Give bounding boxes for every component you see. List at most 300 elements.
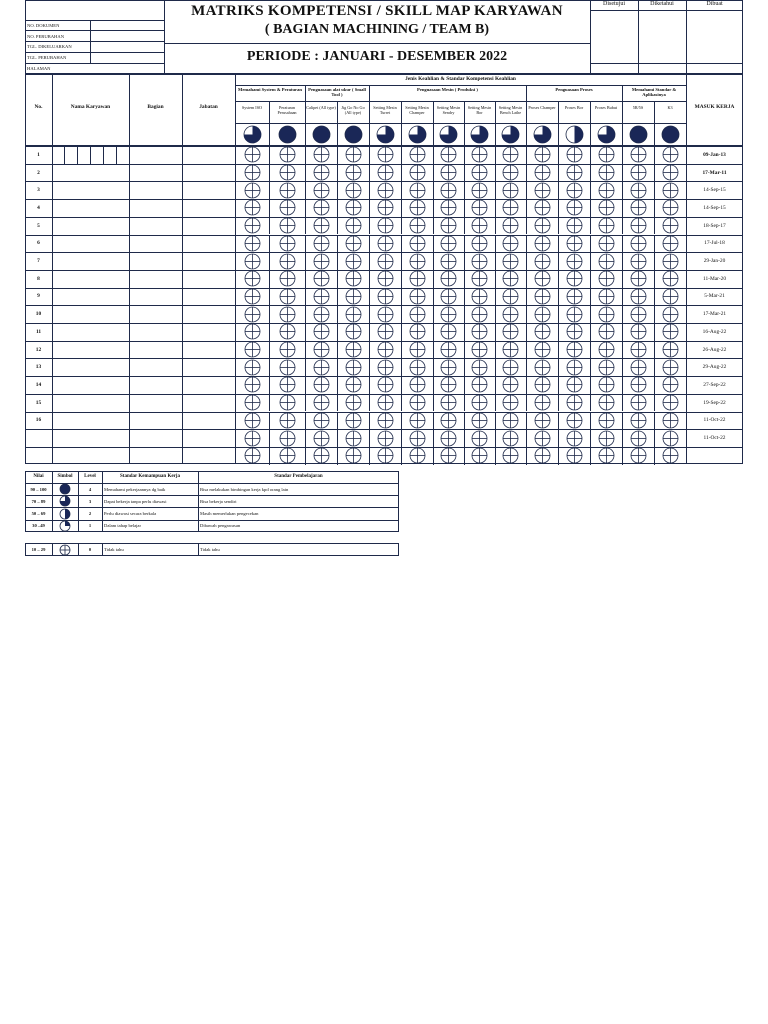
skill-cell-symbol — [566, 306, 583, 323]
skill-cell-symbol — [662, 235, 679, 252]
skill-cell-symbol — [471, 253, 488, 270]
skill-cell-symbol — [471, 306, 488, 323]
skill-cell-symbol — [440, 359, 457, 376]
skill-cell-symbol — [662, 199, 679, 216]
row-masuk-kerja: 29-Aug-22 — [702, 364, 727, 371]
skill-cell-symbol — [377, 217, 394, 234]
row-masuk-kerja: 14-Sep-15 — [703, 187, 726, 194]
skill-cell-symbol — [279, 341, 296, 358]
skill-label-3: Jig Go No Go (All type) — [341, 105, 365, 115]
legend-row-4-level: 4 — [88, 486, 92, 492]
skill-cell-symbol — [566, 394, 583, 411]
skill-level-symbol-3 — [344, 125, 363, 144]
legend-header-3: Standar Kemampuan Kerja — [120, 474, 180, 479]
skill-level-symbol-0 — [243, 125, 262, 144]
legend-symbol-level-2 — [59, 508, 71, 520]
skill-cell-symbol — [440, 146, 457, 163]
approval-label-diketahui: Diketahui — [650, 1, 674, 7]
skill-cell-symbol — [534, 288, 551, 305]
row-masuk-kerja: 11-Oct-22 — [703, 435, 726, 442]
skill-cell-symbol — [471, 376, 488, 393]
skill-cell-symbol — [630, 164, 647, 181]
legend-header-2: Level — [84, 474, 96, 479]
group-header-0: Memahami System & Peraturan — [238, 87, 302, 92]
skill-level-symbol-12 — [629, 125, 648, 144]
skill-cell-symbol — [409, 270, 426, 287]
skill-cell-symbol — [471, 341, 488, 358]
row-no: 1 — [37, 151, 40, 158]
skill-cell-symbol — [279, 164, 296, 181]
skill-cell-symbol — [279, 412, 296, 429]
skill-cell-symbol — [502, 430, 519, 447]
skill-cell-symbol — [279, 235, 296, 252]
skill-cell-symbol — [440, 199, 457, 216]
skill-cell-symbol — [440, 376, 457, 393]
row-masuk-kerja: 17-Jul-18 — [704, 240, 725, 247]
skill-cell-symbol — [566, 146, 583, 163]
skill-cell-symbol — [313, 376, 330, 393]
skill-cell-symbol — [440, 412, 457, 429]
row-masuk-kerja: 16-Aug-22 — [702, 328, 727, 335]
legend-row-4-pembelajaran: Bisa melakukan bimbingan kerja kpd orang lain — [200, 486, 289, 492]
skill-cell-symbol — [279, 376, 296, 393]
skill-cell-symbol — [440, 288, 457, 305]
skill-cell-symbol — [566, 253, 583, 270]
skill-label-11: Proses Bubut — [594, 105, 618, 110]
skill-cell-symbol — [630, 359, 647, 376]
skill-cell-symbol — [377, 394, 394, 411]
skill-cell-symbol — [313, 235, 330, 252]
skill-level-symbol-2 — [312, 125, 331, 144]
skill-cell-symbol — [244, 306, 261, 323]
skill-cell-symbol — [279, 146, 296, 163]
legend-symbol-level-0 — [59, 544, 71, 556]
legend-header-4: Standar Pembelajaran — [274, 474, 323, 479]
skill-cell-symbol — [440, 270, 457, 287]
skill-cell-symbol — [244, 430, 261, 447]
skill-cell-symbol — [377, 146, 394, 163]
skill-cell-symbol — [471, 323, 488, 340]
skill-label-6: Setting Mesin Sendry — [436, 105, 461, 115]
skill-cell-symbol — [502, 199, 519, 216]
document-subtitle: ( BAGIAN MACHINING / TEAM B) — [264, 22, 490, 37]
meta-halaman: HALAMAN — [27, 66, 51, 71]
skill-cell-symbol — [534, 359, 551, 376]
header-group-keahlian: Jenis Keahlian & Standar Kompetensi Keahlian — [405, 76, 516, 82]
legend-row-1-kemampuan: Dalam tahap belajar — [104, 523, 141, 529]
skill-cell-symbol — [598, 447, 615, 464]
row-no: 7 — [37, 258, 40, 265]
legend-row-1-level: 1 — [88, 523, 92, 529]
skill-cell-symbol — [409, 359, 426, 376]
skill-cell-symbol — [409, 288, 426, 305]
skill-cell-symbol — [566, 164, 583, 181]
skill-cell-symbol — [534, 306, 551, 323]
skill-cell-symbol — [313, 182, 330, 199]
group-header-1: Penguasaan alat ukur ( Small Tool ) — [308, 87, 366, 98]
col-header-nama: Nama Karyawan — [70, 104, 111, 110]
skill-cell-symbol — [471, 412, 488, 429]
skill-cell-symbol — [345, 146, 362, 163]
row-no: 15 — [35, 399, 42, 406]
row-no: 6 — [37, 240, 40, 247]
skill-level-symbol-8 — [501, 125, 520, 144]
skill-cell-symbol — [598, 394, 615, 411]
legend-symbol-level-1 — [59, 520, 71, 532]
skill-label-5: Setting Mesin Champer — [405, 105, 429, 115]
skill-cell-symbol — [630, 253, 647, 270]
skill-cell-symbol — [244, 182, 261, 199]
skill-cell-symbol — [313, 288, 330, 305]
group-header-4: Memahami Standar & Aplikasinya — [631, 87, 677, 98]
col-header-bagian: Bagian — [147, 104, 164, 110]
skill-cell-symbol — [409, 341, 426, 358]
row-masuk-kerja: 26-Aug-22 — [702, 346, 727, 353]
skill-cell-symbol — [598, 359, 615, 376]
col-header-masuk-kerja: MASUK KERJA — [694, 104, 735, 110]
legend-row-0-level: 0 — [88, 546, 92, 552]
row-no: 4 — [37, 204, 40, 211]
skill-cell-symbol — [313, 164, 330, 181]
skill-cell-symbol — [630, 199, 647, 216]
skill-cell-symbol — [279, 430, 296, 447]
skill-cell-symbol — [534, 164, 551, 181]
skill-cell-symbol — [598, 217, 615, 234]
skill-cell-symbol — [534, 341, 551, 358]
skill-cell-symbol — [566, 447, 583, 464]
meta-no-perubahan: NO. PERUBAHAN — [27, 34, 65, 39]
skill-cell-symbol — [662, 376, 679, 393]
legend-row-2-kemampuan: Perlu diawasi secara berkala — [104, 510, 157, 516]
legend-row-4-kemampuan: Memahami pekerjaannya dg baik — [104, 486, 166, 492]
skill-cell-symbol — [566, 430, 583, 447]
skill-cell-symbol — [534, 323, 551, 340]
skill-cell-symbol — [279, 306, 296, 323]
skill-cell-symbol — [345, 394, 362, 411]
skill-cell-symbol — [630, 323, 647, 340]
skill-cell-symbol — [313, 341, 330, 358]
skill-cell-symbol — [471, 182, 488, 199]
skill-cell-symbol — [440, 306, 457, 323]
skill-cell-symbol — [409, 412, 426, 429]
skill-cell-symbol — [377, 412, 394, 429]
skill-cell-symbol — [377, 164, 394, 181]
skill-cell-symbol — [662, 394, 679, 411]
skill-cell-symbol — [279, 253, 296, 270]
skill-cell-symbol — [377, 288, 394, 305]
skill-cell-symbol — [313, 146, 330, 163]
skill-cell-symbol — [566, 341, 583, 358]
row-no: 3 — [37, 187, 40, 194]
legend-row-1-pembelajaran: Dibawah pengawasan — [200, 523, 241, 529]
skill-cell-symbol — [471, 146, 488, 163]
skill-cell-symbol — [313, 253, 330, 270]
col-header-jabatan: Jabatan — [199, 104, 218, 110]
skill-cell-symbol — [662, 447, 679, 464]
skill-label-10: Proses Bor — [564, 105, 584, 110]
skill-cell-symbol — [345, 412, 362, 429]
skill-level-symbol-9 — [533, 125, 552, 144]
row-masuk-kerja: 17-Mar-21 — [702, 311, 727, 318]
skill-cell-symbol — [244, 376, 261, 393]
skill-cell-symbol — [409, 376, 426, 393]
skill-cell-symbol — [502, 182, 519, 199]
skill-cell-symbol — [345, 199, 362, 216]
skill-cell-symbol — [313, 306, 330, 323]
skill-cell-symbol — [345, 376, 362, 393]
row-masuk-kerja: 11-Mar-20 — [702, 275, 727, 282]
skill-cell-symbol — [279, 217, 296, 234]
skill-cell-symbol — [409, 199, 426, 216]
legend-row-2-nilai: 50 – 69 — [31, 510, 46, 516]
skill-label-9: Proses Champer — [528, 105, 556, 110]
skill-cell-symbol — [502, 217, 519, 234]
skill-cell-symbol — [345, 217, 362, 234]
row-masuk-kerja: 5-Mar-21 — [704, 293, 725, 300]
legend-row-2-level: 2 — [88, 510, 92, 516]
skill-cell-symbol — [244, 341, 261, 358]
skill-cell-symbol — [471, 270, 488, 287]
skill-cell-symbol — [598, 146, 615, 163]
col-header-no: No. — [34, 104, 43, 110]
skill-cell-symbol — [566, 199, 583, 216]
row-masuk-kerja: 27-Sep-22 — [703, 381, 726, 388]
skill-cell-symbol — [502, 323, 519, 340]
skill-cell-symbol — [598, 253, 615, 270]
skill-cell-symbol — [566, 376, 583, 393]
skill-cell-symbol — [440, 235, 457, 252]
skill-cell-symbol — [377, 359, 394, 376]
skill-cell-symbol — [502, 412, 519, 429]
skill-cell-symbol — [279, 394, 296, 411]
skill-cell-symbol — [662, 217, 679, 234]
skill-cell-symbol — [566, 323, 583, 340]
skill-cell-symbol — [471, 430, 488, 447]
skill-cell-symbol — [345, 359, 362, 376]
skill-cell-symbol — [471, 447, 488, 464]
row-no: 12 — [35, 346, 42, 353]
skill-cell-symbol — [377, 447, 394, 464]
row-no: 10 — [35, 311, 42, 318]
meta-no-dokumen: NO. DOKUMEN — [27, 23, 60, 28]
skill-label-13: K3 — [667, 105, 673, 110]
skill-cell-symbol — [313, 270, 330, 287]
skill-cell-symbol — [279, 182, 296, 199]
skill-cell-symbol — [409, 394, 426, 411]
skill-level-symbol-5 — [408, 125, 427, 144]
skill-cell-symbol — [377, 235, 394, 252]
skill-cell-symbol — [244, 217, 261, 234]
skill-cell-symbol — [502, 164, 519, 181]
legend-row-3-level: 3 — [88, 498, 92, 504]
row-masuk-kerja: 17-Mar-11 — [702, 169, 727, 176]
skill-cell-symbol — [630, 447, 647, 464]
row-no: 16 — [35, 417, 42, 424]
row-no: 2 — [37, 169, 40, 176]
skill-cell-symbol — [313, 412, 330, 429]
skill-cell-symbol — [598, 376, 615, 393]
skill-label-0: System ISO — [241, 105, 263, 110]
skill-label-8: Setting Mesin Bench Lathe — [498, 105, 523, 115]
skill-cell-symbol — [345, 306, 362, 323]
approval-label-disetujui: Disetujui — [603, 1, 625, 7]
skill-cell-symbol — [502, 394, 519, 411]
skill-cell-symbol — [630, 394, 647, 411]
skill-cell-symbol — [630, 235, 647, 252]
skill-label-12: 5R/5S — [632, 105, 644, 110]
skill-cell-symbol — [279, 270, 296, 287]
skill-cell-symbol — [377, 430, 394, 447]
skill-cell-symbol — [471, 235, 488, 252]
skill-cell-symbol — [534, 253, 551, 270]
skill-cell-symbol — [502, 376, 519, 393]
skill-cell-symbol — [409, 146, 426, 163]
skill-cell-symbol — [534, 199, 551, 216]
skill-cell-symbol — [630, 288, 647, 305]
row-no: 11 — [35, 328, 42, 335]
legend-header-0: Nilai — [33, 474, 44, 479]
skill-cell-symbol — [440, 182, 457, 199]
skill-cell-symbol — [534, 270, 551, 287]
legend-row-0-kemampuan: Tidak tahu — [104, 546, 124, 552]
skill-cell-symbol — [598, 288, 615, 305]
skill-cell-symbol — [662, 270, 679, 287]
skill-cell-symbol — [598, 323, 615, 340]
skill-cell-symbol — [440, 341, 457, 358]
skill-cell-symbol — [630, 412, 647, 429]
skill-cell-symbol — [598, 164, 615, 181]
skill-level-symbol-6 — [439, 125, 458, 144]
legend-row-3-kemampuan: Dapat bekerja tanpa perlu diawasi — [104, 498, 167, 504]
skill-cell-symbol — [345, 164, 362, 181]
skill-cell-symbol — [377, 306, 394, 323]
skill-cell-symbol — [244, 288, 261, 305]
skill-cell-symbol — [566, 182, 583, 199]
skill-cell-symbol — [377, 270, 394, 287]
skill-cell-symbol — [598, 270, 615, 287]
skill-cell-symbol — [409, 164, 426, 181]
row-no: 9 — [37, 293, 40, 300]
row-masuk-kerja: 18-Sep-17 — [703, 222, 726, 229]
skill-level-symbol-11 — [597, 125, 616, 144]
skill-cell-symbol — [471, 288, 488, 305]
skill-cell-symbol — [345, 430, 362, 447]
skill-cell-symbol — [534, 182, 551, 199]
skill-cell-symbol — [662, 164, 679, 181]
row-masuk-kerja: 19-Sep-22 — [703, 399, 726, 406]
skill-cell-symbol — [313, 323, 330, 340]
skill-cell-symbol — [313, 199, 330, 216]
skill-cell-symbol — [534, 430, 551, 447]
skill-cell-symbol — [377, 376, 394, 393]
skill-cell-symbol — [534, 146, 551, 163]
skill-level-symbol-7 — [470, 125, 489, 144]
skill-cell-symbol — [502, 306, 519, 323]
skill-cell-symbol — [279, 288, 296, 305]
skill-level-symbol-4 — [376, 125, 395, 144]
meta-tgl-dikeluarkan: TGL. DIKELUARKAN — [27, 44, 72, 49]
skill-cell-symbol — [377, 253, 394, 270]
skill-cell-symbol — [409, 447, 426, 464]
skill-label-1: Peraturan Perusahaan — [277, 105, 297, 115]
skill-cell-symbol — [662, 430, 679, 447]
skill-cell-symbol — [630, 217, 647, 234]
skill-cell-symbol — [279, 359, 296, 376]
skill-level-symbol-10 — [565, 125, 584, 144]
skill-cell-symbol — [244, 323, 261, 340]
skill-cell-symbol — [345, 235, 362, 252]
skill-cell-symbol — [440, 394, 457, 411]
skill-cell-symbol — [662, 412, 679, 429]
skill-cell-symbol — [345, 341, 362, 358]
skill-cell-symbol — [630, 341, 647, 358]
skill-cell-symbol — [630, 182, 647, 199]
skill-cell-symbol — [502, 288, 519, 305]
skill-cell-symbol — [598, 430, 615, 447]
skill-cell-symbol — [313, 359, 330, 376]
skill-cell-symbol — [440, 164, 457, 181]
skill-cell-symbol — [662, 182, 679, 199]
legend-row-1-nilai: 30 –49 — [32, 523, 45, 529]
skill-cell-symbol — [662, 359, 679, 376]
skill-cell-symbol — [471, 164, 488, 181]
skill-cell-symbol — [598, 341, 615, 358]
skill-cell-symbol — [409, 306, 426, 323]
skill-cell-symbol — [440, 430, 457, 447]
skill-cell-symbol — [440, 253, 457, 270]
skill-cell-symbol — [471, 199, 488, 216]
skill-cell-symbol — [598, 306, 615, 323]
legend-header-1: Simbol — [57, 474, 73, 479]
legend-row-0-nilai: 10 – 29 — [31, 546, 46, 552]
skill-cell-symbol — [377, 323, 394, 340]
row-no: 8 — [37, 275, 40, 282]
skill-cell-symbol — [345, 447, 362, 464]
skill-cell-symbol — [244, 235, 261, 252]
skill-cell-symbol — [244, 359, 261, 376]
skill-label-2: Calipet (All type) — [306, 105, 336, 110]
skill-cell-symbol — [502, 447, 519, 464]
skill-cell-symbol — [279, 447, 296, 464]
skill-cell-symbol — [502, 253, 519, 270]
skill-cell-symbol — [440, 447, 457, 464]
row-no: 14 — [35, 381, 42, 388]
skill-cell-symbol — [534, 235, 551, 252]
skill-cell-symbol — [279, 323, 296, 340]
skill-cell-symbol — [471, 394, 488, 411]
legend-row-3-pembelajaran: Bisa bekerja sendiri — [200, 498, 237, 504]
skill-cell-symbol — [630, 430, 647, 447]
skill-cell-symbol — [534, 217, 551, 234]
legend-symbol-level-4 — [59, 483, 71, 495]
skill-cell-symbol — [630, 146, 647, 163]
document-title: MATRIKS KOMPETENSI / SKILL MAP KARYAWAN — [191, 3, 563, 19]
skill-label-4: Setting Mesin Turret — [373, 105, 397, 115]
skill-cell-symbol — [244, 253, 261, 270]
row-masuk-kerja: 14-Sep-15 — [703, 204, 726, 211]
legend-row-4-nilai: 90 – 100 — [30, 486, 47, 492]
row-masuk-kerja: 09-Jan-13 — [703, 151, 726, 158]
skill-cell-symbol — [440, 217, 457, 234]
group-header-2: Penguasaan Mesin ( Produksi ) — [417, 87, 478, 92]
skill-cell-symbol — [409, 323, 426, 340]
skill-cell-symbol — [502, 341, 519, 358]
skill-cell-symbol — [566, 288, 583, 305]
skill-cell-symbol — [244, 447, 261, 464]
skill-cell-symbol — [345, 270, 362, 287]
skill-cell-symbol — [345, 253, 362, 270]
skill-cell-symbol — [566, 235, 583, 252]
